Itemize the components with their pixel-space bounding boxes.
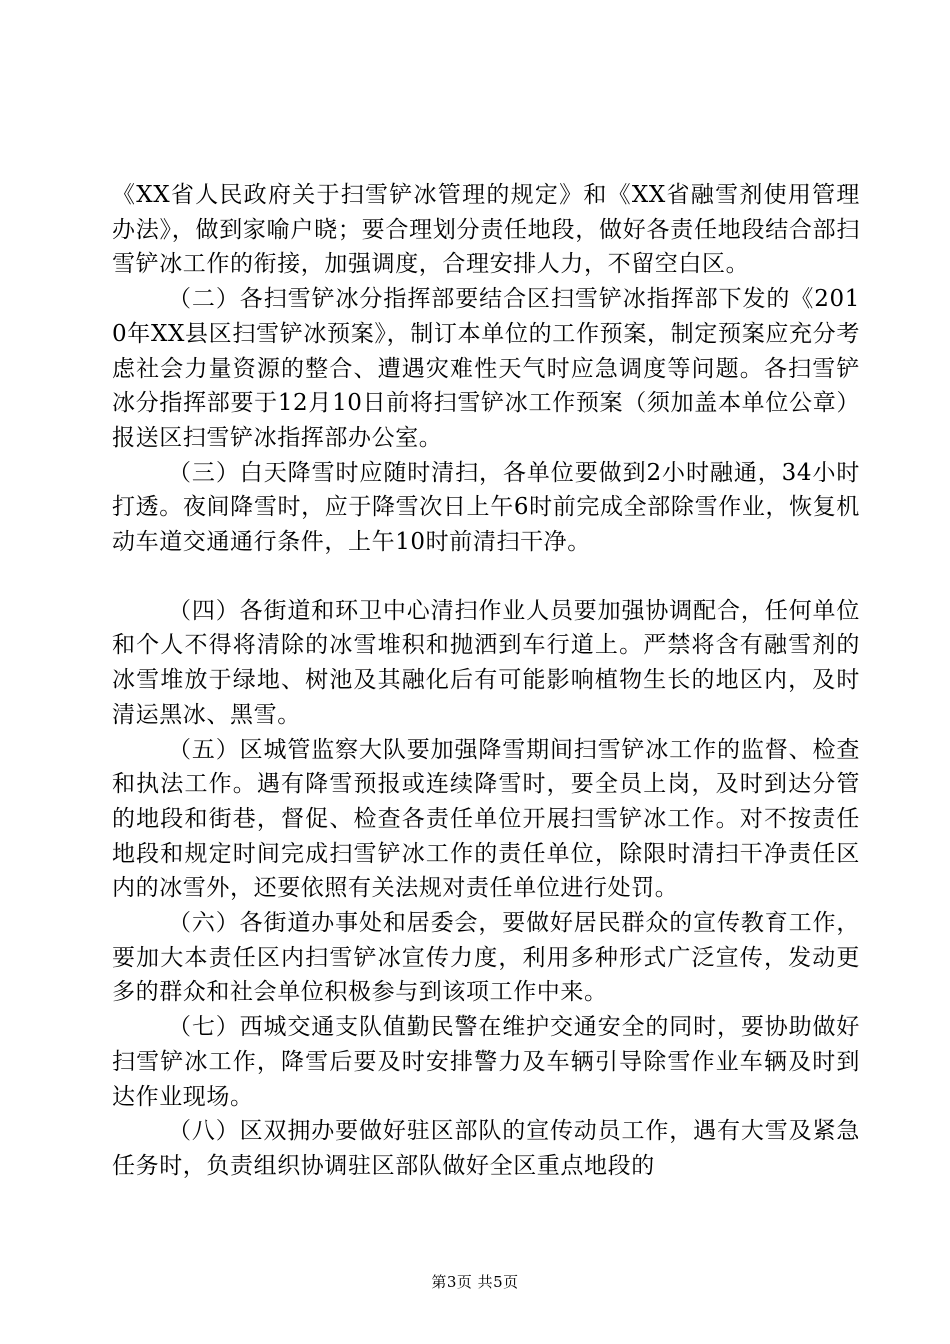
paragraph-gap [112,560,860,594]
paragraph-item-3: （三）白天降雪时应随时清扫，各单位要做到2小时融通，34小时打透。夜间降雪时，应于降雪次日上午6时前完成全部除雪作业，恢复机动车道交通通行条件，上午10时前清扫干净。 [112,459,860,556]
paragraph-item-8: （八）区双拥办要做好驻区部队的宣传动员工作，遇有大雪及紧急任务时，负责组织协调驻区部队做好全区重点地段的 [112,1118,860,1179]
paragraph-item-6: （六）各街道办事处和居委会，要做好居民群众的宣传教育工作，要加大本责任区内扫雪铲冰宣传力度，利用多种形式广泛宣传，发动更多的群众和社会单位积极参与到该项工作中来。 [112,910,860,1006]
paragraph-item-7: （七）西城交通支队值勤民警在维护交通安全的同时，要协助做好扫雪铲冰工作，降雪后要及时安排警力及车辆引导除雪作业车辆及时到达作业现场。 [112,1014,860,1110]
paragraph-continuation: 《XX省人民政府关于扫雪铲冰管理的规定》和《XX省融雪剂使用管理办法》，做到家喻户晓；要合理划分责任地段，做好各责任地段结合部扫雪铲冰工作的衔接，加强调度，合理安排人力，不留空白区。 [112,182,860,278]
paragraph-item-5: （五）区城管监察大队要加强降雪期间扫雪铲冰工作的监督、检查和执法工作。遇有降雪预报或连续降雪时，要全员上岗，及时到达分管的地段和街巷，督促、检查各责任单位开展扫雪铲冰工作。对不按责任地段和规定时间完成扫雪铲冰工作的责任单位，除限时清扫干净责任区内的冰雪外，还要依照有关法规对责任单位进行处罚。 [112,736,860,902]
page-number-footer: 第3页 共5页 [431,1273,519,1291]
paragraph-item-2: （二）各扫雪铲冰分指挥部要结合区扫雪铲冰指挥部下发的《2010年XX县区扫雪铲冰预案》，制订本单位的工作预案，制定预案应充分考虑社会力量资源的整合、遭遇灾难性天气时应急调度等问题。各扫雪铲冰分指挥部要于12月10日前将扫雪铲冰工作预案（须加盖本单位公章）报送区扫雪铲冰指挥部办公室。 [112,286,860,451]
document-body [112,178,860,1184]
paragraph-item-4: （四）各街道和环卫中心清扫作业人员要加强协调配合，任何单位和个人不得将清除的冰雪堆积和抛洒到车行道上。严禁将含有融雪剂的冰雪堆放于绿地、树池及其融化后有可能影响植物生长的地区内，及时清运黑冰、黑雪。 [112,597,860,728]
